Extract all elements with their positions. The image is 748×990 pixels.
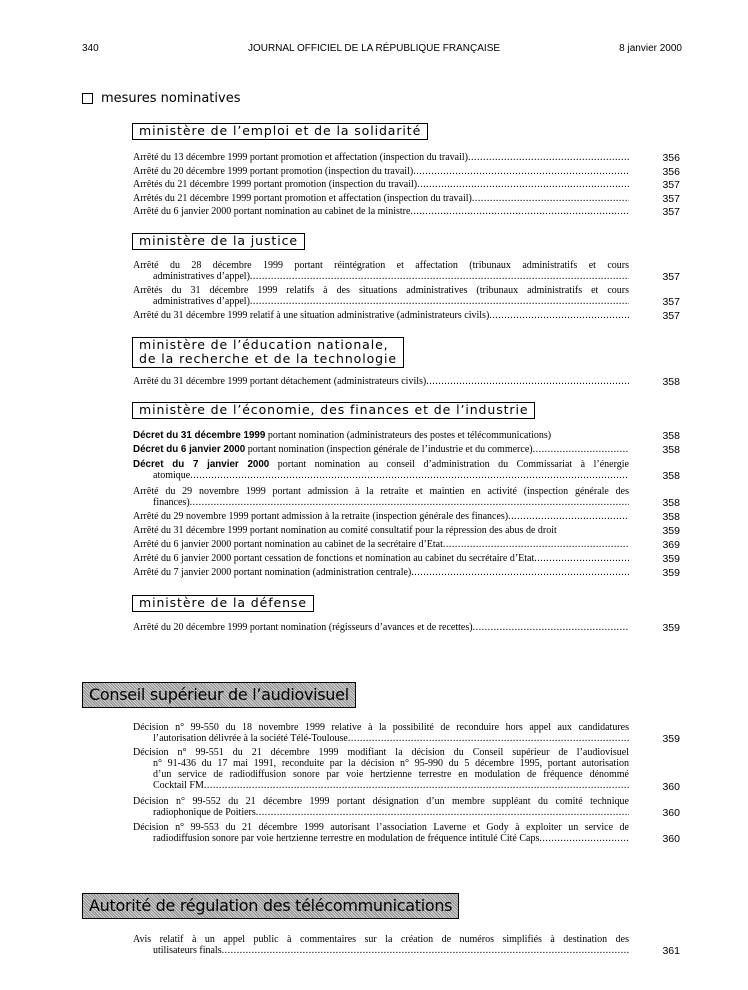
- toc-entry[interactable]: [133, 622, 629, 633]
- entry-text: radiophonique de Poitiers: [153, 807, 256, 818]
- dot-leader: [204, 780, 629, 791]
- section-banner-art: Autorité de régulation des télécommunications: [82, 893, 459, 919]
- toc-entry[interactable]: [133, 459, 629, 481]
- checkbox-icon: [82, 93, 93, 104]
- entry-text: d’un service de radiodiffusion sonore par voie hertzienne terrestre en modulation de fréquence dénommé: [153, 769, 629, 780]
- entry-text: Arrêté du 20 décembre 1999 portant promotion (inspection du travail): [133, 166, 414, 177]
- entry-text: l’autorisation délivrée à la société Télé-Toulouse: [153, 733, 348, 744]
- dot-leader: [250, 296, 629, 307]
- entry-page[interactable]: 358: [662, 444, 680, 456]
- entry-page[interactable]: 359: [662, 553, 680, 565]
- dot-leader: [443, 539, 629, 550]
- dot-leader: [256, 807, 629, 818]
- entry-page[interactable]: 356: [662, 166, 680, 178]
- entry-text: Avis relatif à un appel public à commentaires sur la création de numéros simplifiés à destination des: [133, 934, 629, 945]
- entry-page[interactable]: 359: [662, 525, 680, 537]
- entry-page[interactable]: 357: [662, 206, 680, 218]
- dot-leader: [468, 152, 629, 163]
- entry-text: administratives d’appel): [153, 271, 250, 282]
- ministry-heading-defense: ministère de la défense: [132, 595, 314, 612]
- toc-entry[interactable]: [133, 525, 629, 536]
- entry-page[interactable]: 358: [662, 497, 680, 509]
- dot-leader: [472, 193, 629, 204]
- entry-page[interactable]: 357: [662, 310, 680, 322]
- dot-leader: [534, 553, 629, 564]
- toc-entry[interactable]: [133, 206, 629, 217]
- toc-entry[interactable]: [133, 567, 629, 578]
- entry-text: Arrêté du 31 décembre 1999 portant détachement (administrateurs civils): [133, 376, 427, 387]
- dot-leader: [473, 622, 629, 633]
- entry-page[interactable]: 358: [662, 430, 680, 442]
- entry-text: Arrêté du 31 décembre 1999 relatif à une situation administrative (administrateurs civils): [133, 310, 490, 321]
- dot-leader: [508, 511, 629, 522]
- entry-text: Arrêtés du 31 décembre 1999 relatifs à des situations administratives (tribunaux administratifs et cours: [133, 285, 629, 296]
- entry-page[interactable]: 369: [662, 539, 680, 551]
- entry-page[interactable]: 361: [662, 945, 680, 957]
- entry-text: n° 91-436 du 17 mai 1991, reconduite par la décision n° 95-990 du 5 décembre 1995, portant autorisation: [153, 758, 629, 769]
- entry-text: Arrêté du 6 janvier 2000 portant nomination au cabinet de la ministre: [133, 206, 411, 217]
- entry-text: portant nomination (inspection générale de l’industrie et du commerce): [245, 444, 533, 455]
- toc-entry[interactable]: [133, 285, 629, 307]
- journal-title: JOURNAL OFFICIEL DE LA RÉPUBLIQUE FRANÇAISE: [247, 43, 501, 54]
- entry-page[interactable]: 359: [662, 733, 680, 745]
- entry-text: Arrêté du 6 janvier 2000 portant cessation de fonctions et nomination au cabinet du secrétaire d’Etat: [133, 553, 535, 564]
- toc-entry[interactable]: [133, 511, 629, 522]
- toc-entry[interactable]: [133, 152, 629, 163]
- section-title: mesures nominatives: [101, 91, 241, 106]
- entry-text: administratives d’appel): [153, 296, 250, 307]
- section-heading: [82, 91, 240, 106]
- dot-leader: [190, 497, 629, 508]
- entry-text: Arrêté du 6 janvier 2000 portant nomination au cabinet de la secrétaire d’Etat: [133, 539, 443, 550]
- dot-leader: [533, 444, 629, 455]
- entry-page[interactable]: 358: [662, 511, 680, 523]
- toc-entry[interactable]: [133, 539, 629, 550]
- entry-page[interactable]: 357: [662, 271, 680, 283]
- entry-text: Décision n° 99-550 du 18 novembre 1999 relative à la possibilité de reconduire hors appel aux candidatures: [133, 722, 629, 733]
- toc-entry[interactable]: [133, 553, 629, 564]
- ministry-heading-line: de la recherche et de la technologie: [139, 351, 397, 366]
- entry-bold-text: Décret du 6 janvier 2000: [133, 444, 246, 455]
- entry-text: Arrêté du 29 novembre 1999 portant admission à la retraite et maintien en activité (inspection générale des: [133, 486, 629, 497]
- dot-leader: [348, 733, 629, 744]
- entry-page[interactable]: 360: [662, 781, 680, 793]
- entry-page[interactable]: 357: [662, 193, 680, 205]
- toc-entry[interactable]: [133, 193, 629, 204]
- entry-page[interactable]: 357: [662, 296, 680, 308]
- entry-text: Décision n° 99-551 du 21 décembre 1999 modifiant la décision du Conseil supérieur de l’audiovisuel: [133, 747, 629, 758]
- dot-leader: [413, 166, 629, 177]
- toc-entry[interactable]: [133, 376, 629, 387]
- entry-page[interactable]: 357: [662, 179, 680, 191]
- toc-entry[interactable]: [133, 444, 629, 455]
- entry-text: finances): [153, 497, 190, 508]
- entry-text: Arrêtés du 21 décembre 1999 portant promotion (inspection du travail): [133, 179, 418, 190]
- toc-entry[interactable]: [133, 179, 629, 190]
- entry-text: portant nomination au conseil d’administration du Commissariat à l’énergie: [269, 459, 629, 470]
- dot-leader: [489, 310, 629, 321]
- entry-text: Décision n° 99-552 du 21 décembre 1999 portant désignation d’un membre suppléant du comité technique: [133, 796, 629, 807]
- entry-text: atomique: [153, 470, 191, 481]
- issue-date: 8 janvier 2000: [619, 43, 682, 54]
- toc-entry[interactable]: [133, 430, 629, 441]
- ministry-heading-line: ministère de l’éducation nationale,: [139, 337, 389, 352]
- dot-leader: [410, 206, 629, 217]
- toc-entry[interactable]: [133, 822, 629, 844]
- ministry-heading-economie: ministère de l’économie, des finances et de l’industrie: [132, 402, 535, 419]
- entry-text: radiodiffusion sonore par voie hertzienne terrestre en modulation de fréquence intitulé Cité Caps: [153, 833, 540, 844]
- dot-leader: [222, 945, 629, 956]
- entry-bold-text: Décret du 7 janvier 2000: [133, 459, 270, 470]
- entry-bold-text: Décret du 31 décembre 1999: [133, 430, 266, 441]
- entry-text: Arrêté du 13 décembre 1999 portant promotion et affectation (inspection du travail): [133, 152, 468, 163]
- entry-text: Arrêté du 29 novembre 1999 portant admission à la retraite (inspection générale des finances): [133, 511, 509, 522]
- entry-page[interactable]: 360: [662, 807, 680, 819]
- entry-text: utilisateurs finals: [153, 945, 222, 956]
- dot-leader: [190, 470, 629, 481]
- entry-text: Cocktail FM: [153, 780, 204, 791]
- toc-entry[interactable]: [133, 934, 629, 956]
- entry-text: Arrêté du 7 janvier 2000 portant nomination (administration centrale): [133, 567, 412, 578]
- ministry-heading-education: [132, 337, 404, 368]
- toc-entry[interactable]: [133, 260, 629, 282]
- section-banner-csa: Conseil supérieur de l’audiovisuel: [82, 682, 356, 708]
- entry-page[interactable]: 360: [662, 833, 680, 845]
- entry-text: Arrêtés du 21 décembre 1999 portant promotion et affectation (inspection du travail): [133, 193, 472, 204]
- entry-text: portant nomination (administrateurs des postes et télécommunications): [265, 430, 552, 441]
- toc-entry[interactable]: [133, 747, 629, 791]
- toc-entry[interactable]: [133, 310, 629, 321]
- entry-text: Arrêté du 20 décembre 1999 portant nomination (régisseurs d’avances et de recettes): [133, 622, 473, 633]
- dot-leader: [250, 271, 629, 282]
- ministry-heading-emploi: ministère de l’emploi et de la solidarité: [132, 123, 428, 140]
- entry-text: Arrêté du 31 décembre 1999 portant nomination au comité consultatif pour la répression des abus de droit: [133, 525, 557, 536]
- entry-page[interactable]: 359: [662, 567, 680, 579]
- dot-leader: [539, 833, 629, 844]
- entry-page[interactable]: 358: [662, 376, 680, 388]
- dot-leader: [417, 179, 629, 190]
- entry-page[interactable]: 359: [662, 622, 680, 634]
- dot-leader: [411, 567, 629, 578]
- entry-text: Arrêté du 28 décembre 1999 portant réintégration et affectation (tribunaux administratifs et cours: [133, 260, 629, 271]
- entry-text: Décision n° 99-553 du 21 décembre 1999 autorisant l’association Laverne et Gody à exploiter un service de: [133, 822, 629, 833]
- toc-entry[interactable]: [133, 796, 629, 818]
- ministry-heading-justice: ministère de la justice: [132, 233, 305, 250]
- dot-leader: [426, 376, 629, 387]
- toc-entry[interactable]: [133, 722, 629, 744]
- entry-page[interactable]: 358: [662, 470, 680, 482]
- entry-page[interactable]: 356: [662, 152, 680, 164]
- toc-entry[interactable]: [133, 166, 629, 177]
- page-number: 340: [82, 43, 99, 54]
- toc-entry[interactable]: [133, 486, 629, 508]
